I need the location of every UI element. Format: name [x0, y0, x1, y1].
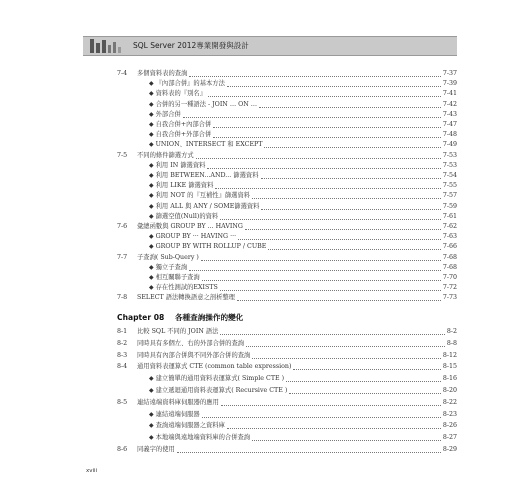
- page-ref: 7-73: [442, 294, 457, 302]
- dot-leader: [293, 363, 440, 370]
- toc-entry: [117, 432, 457, 443]
- toc-entry: [117, 292, 457, 303]
- toc-entry: [117, 420, 457, 431]
- dot-leader: [259, 101, 441, 108]
- toc-entry: [117, 444, 457, 455]
- bullet-icon: ◆: [149, 192, 154, 200]
- section-number: 8-4: [117, 363, 128, 371]
- bullet-icon: ◆: [149, 434, 154, 442]
- dot-leader: [202, 411, 441, 418]
- toc-entry: [117, 373, 457, 384]
- bullet-icon: ◆: [149, 100, 154, 108]
- dot-leader: [261, 172, 441, 179]
- bullet-icon: ◆: [149, 233, 154, 241]
- dot-leader: [220, 328, 444, 335]
- entry-title: 連結遠端伺服器: [155, 410, 200, 418]
- bullet-icon: ◆: [149, 387, 154, 394]
- dot-leader: [220, 213, 441, 220]
- page-ref: 7-57: [442, 192, 457, 200]
- page-ref: 7-55: [442, 182, 457, 190]
- entry-title: 本地端與遠地端資料庫的合併查詢: [155, 434, 251, 442]
- bullet-icon: ◆: [149, 121, 154, 128]
- dot-leader: [177, 446, 441, 453]
- section-number: 8-6: [117, 446, 128, 453]
- dot-leader: [201, 254, 441, 261]
- dot-leader: [221, 399, 441, 406]
- toc-entry: [117, 385, 457, 396]
- page-ref: 7-42: [442, 100, 457, 108]
- chapter-label: Chapter 08: [117, 313, 165, 322]
- page-ref: 7-49: [442, 141, 457, 149]
- bullet-icon: ◆: [149, 172, 154, 179]
- page-ref: 8-8: [446, 339, 457, 347]
- page-ref: 8-20: [442, 387, 457, 394]
- dot-leader: [227, 80, 441, 87]
- entry-title: 相互關聯子查詢: [155, 274, 200, 281]
- bullet-icon: ◆: [149, 263, 154, 271]
- dot-leader: [261, 203, 440, 210]
- dot-leader: [252, 352, 441, 359]
- entry-title: SELECT 語法轉換語意之剖析整理: [137, 294, 235, 302]
- page-ref: 7-59: [442, 202, 457, 210]
- entry-title: 連結遠端資料庫伺服器的應用: [137, 398, 219, 406]
- entry-title: 同時具有內部合併與不同外部合併的查詢: [137, 351, 251, 359]
- dot-leader: [245, 223, 441, 230]
- bullet-icon: ◆: [149, 110, 154, 118]
- page-ref: 7-70: [442, 274, 457, 281]
- section-number: 7-7: [117, 253, 128, 261]
- dot-leader: [202, 274, 441, 281]
- page-ref: 7-62: [442, 223, 457, 230]
- page-ref: 8-26: [442, 422, 457, 430]
- entry-title: 不同的條件篩選方式: [137, 151, 194, 159]
- dot-leader: [215, 182, 440, 189]
- page-ref: 7-43: [442, 110, 457, 118]
- entry-title: 彙總函數與 GROUP BY ... HAVING: [137, 223, 243, 230]
- page-ref: 8-16: [442, 375, 457, 383]
- toc-entry: [117, 326, 457, 337]
- bullet-icon: ◆: [149, 422, 154, 430]
- entry-title: 利用 LIKE 篩選資料: [155, 182, 214, 190]
- dot-leader: [246, 340, 445, 347]
- bullet-icon: ◆: [149, 410, 154, 418]
- page-ref: 7-41: [442, 90, 457, 98]
- dot-leader: [220, 284, 441, 291]
- page-ref: 7-68: [442, 253, 457, 261]
- toc-entry: [117, 338, 457, 349]
- bullet-icon: ◆: [149, 131, 154, 139]
- chapter-title: 各種查詢操作的變化: [174, 313, 244, 322]
- book-logo-icon: [90, 39, 126, 53]
- dot-leader: [196, 152, 441, 159]
- page-ref: 8-29: [442, 446, 457, 453]
- page-ref: 7-61: [442, 212, 457, 220]
- bullet-icon: ◆: [149, 182, 154, 190]
- page-ref: 7-53: [442, 151, 457, 159]
- entry-title: 合併的另一種語法 - JOIN … ON …: [155, 100, 258, 108]
- page-ref: 8-12: [442, 351, 457, 359]
- dot-leader: [213, 121, 441, 128]
- page-ref: 7-66: [442, 243, 457, 251]
- entry-title: 獨立子查詢: [155, 263, 188, 271]
- page-ref: 8-15: [442, 363, 457, 371]
- bullet-icon: ◆: [149, 161, 154, 169]
- bullet-icon: ◆: [149, 90, 154, 98]
- page-ref: 7-72: [442, 284, 457, 292]
- header-title: SQL Server 2012專業開發與設計: [133, 41, 249, 50]
- dot-leader: [207, 162, 440, 169]
- dot-leader: [213, 131, 441, 138]
- section-number: 8-2: [117, 339, 128, 347]
- chapter-heading: [117, 312, 243, 323]
- page-ref: 7-68: [442, 263, 457, 271]
- entry-title: 通用資料表運算式 CTE (common table expression): [137, 363, 292, 371]
- page-ref: 7-47: [442, 121, 457, 128]
- bullet-icon: ◆: [149, 141, 154, 149]
- entry-title: 存在性測試的EXISTS: [155, 284, 218, 292]
- entry-title: 建立遞迴通用資料表運算式( Recursive CTE ): [155, 387, 288, 394]
- section-number: 8-5: [117, 398, 128, 406]
- dot-leader: [183, 111, 441, 118]
- entry-title: 『內部合併』的基本方法: [155, 80, 225, 88]
- entry-title: 利用 ALL 與 ANY / SOME篩選資料: [155, 202, 260, 210]
- dot-leader: [252, 434, 441, 441]
- bullet-icon: ◆: [149, 80, 154, 88]
- entry-title: 建立簡單的通用資料表運算式( Simple CTE ): [155, 375, 285, 383]
- page-ref: 7-63: [442, 233, 457, 241]
- dot-leader: [189, 264, 441, 271]
- page-ref: 8-22: [442, 398, 457, 406]
- running-header: [83, 36, 457, 56]
- bullet-icon: ◆: [149, 243, 154, 251]
- dot-leader: [227, 422, 441, 429]
- entry-title: 比較 SQL 不同的 JOIN 語法: [137, 328, 219, 335]
- toc-entry: [117, 361, 457, 372]
- section-number: 7-6: [117, 223, 128, 230]
- entry-title: 多個資料表的查詢: [137, 70, 188, 77]
- entry-title: 自我合併+外部合併: [155, 131, 212, 139]
- section-number: 7-5: [117, 151, 128, 159]
- entry-title: 自我合併+內部合併: [155, 121, 212, 128]
- page-ref: 7-53: [442, 161, 457, 169]
- entry-title: UNION、INTERSECT 和 EXCEPT: [155, 141, 263, 149]
- page-number: xviii: [86, 468, 98, 474]
- bullet-icon: ◆: [149, 375, 154, 383]
- section-number: 8-1: [117, 328, 128, 335]
- entry-title: 查詢遠端伺服器之資料庫: [155, 422, 225, 430]
- entry-title: 利用 BETWEEN...AND... 篩選資料: [155, 172, 259, 179]
- entry-title: 利用 IN 篩選資料: [155, 161, 206, 169]
- dot-leader: [268, 243, 440, 250]
- bullet-icon: ◆: [149, 212, 154, 220]
- bullet-icon: ◆: [149, 284, 154, 292]
- bullet-icon: ◆: [149, 274, 154, 281]
- page-ref: 7-48: [442, 131, 457, 139]
- section-number: 7-8: [117, 294, 128, 302]
- entry-title: 同時具有多個左、右的外部合併的查詢: [137, 339, 245, 347]
- toc-entry: [117, 397, 457, 408]
- dot-leader: [189, 70, 440, 77]
- dot-leader: [264, 141, 440, 148]
- toc-entry: [117, 350, 457, 361]
- entry-title: 同義字的使用: [137, 446, 175, 453]
- section-number: 8-3: [117, 351, 128, 359]
- dot-leader: [237, 294, 441, 301]
- dot-leader: [238, 233, 441, 240]
- entry-title: 外部合併: [155, 110, 181, 118]
- toc-entry: [117, 409, 457, 420]
- page-ref: 8-2: [446, 328, 457, 335]
- dot-leader: [286, 375, 441, 382]
- dot-leader: [289, 387, 441, 394]
- entry-title: 資料表的『別名』: [155, 90, 206, 98]
- page-ref: 7-39: [442, 80, 457, 88]
- page-ref: 8-27: [442, 434, 457, 442]
- entry-title: 子查詢( Sub-Query ): [137, 253, 199, 261]
- page-ref: 7-37: [442, 70, 457, 77]
- bullet-icon: ◆: [149, 202, 154, 210]
- page-ref: 8-23: [442, 410, 457, 418]
- page-ref: 7-54: [442, 172, 457, 179]
- entry-title: GROUP BY ··· HAVING ···: [155, 233, 237, 241]
- dot-leader: [252, 192, 441, 199]
- entry-title: GROUP BY WITH ROLLUP / CUBE: [155, 243, 267, 251]
- dot-leader: [208, 90, 441, 97]
- entry-title: 篩選空值(Null)的資料: [155, 212, 219, 220]
- section-number: 7-4: [117, 70, 128, 77]
- entry-title: 利用 NOT 的『互補性』篩選資料: [155, 192, 251, 200]
